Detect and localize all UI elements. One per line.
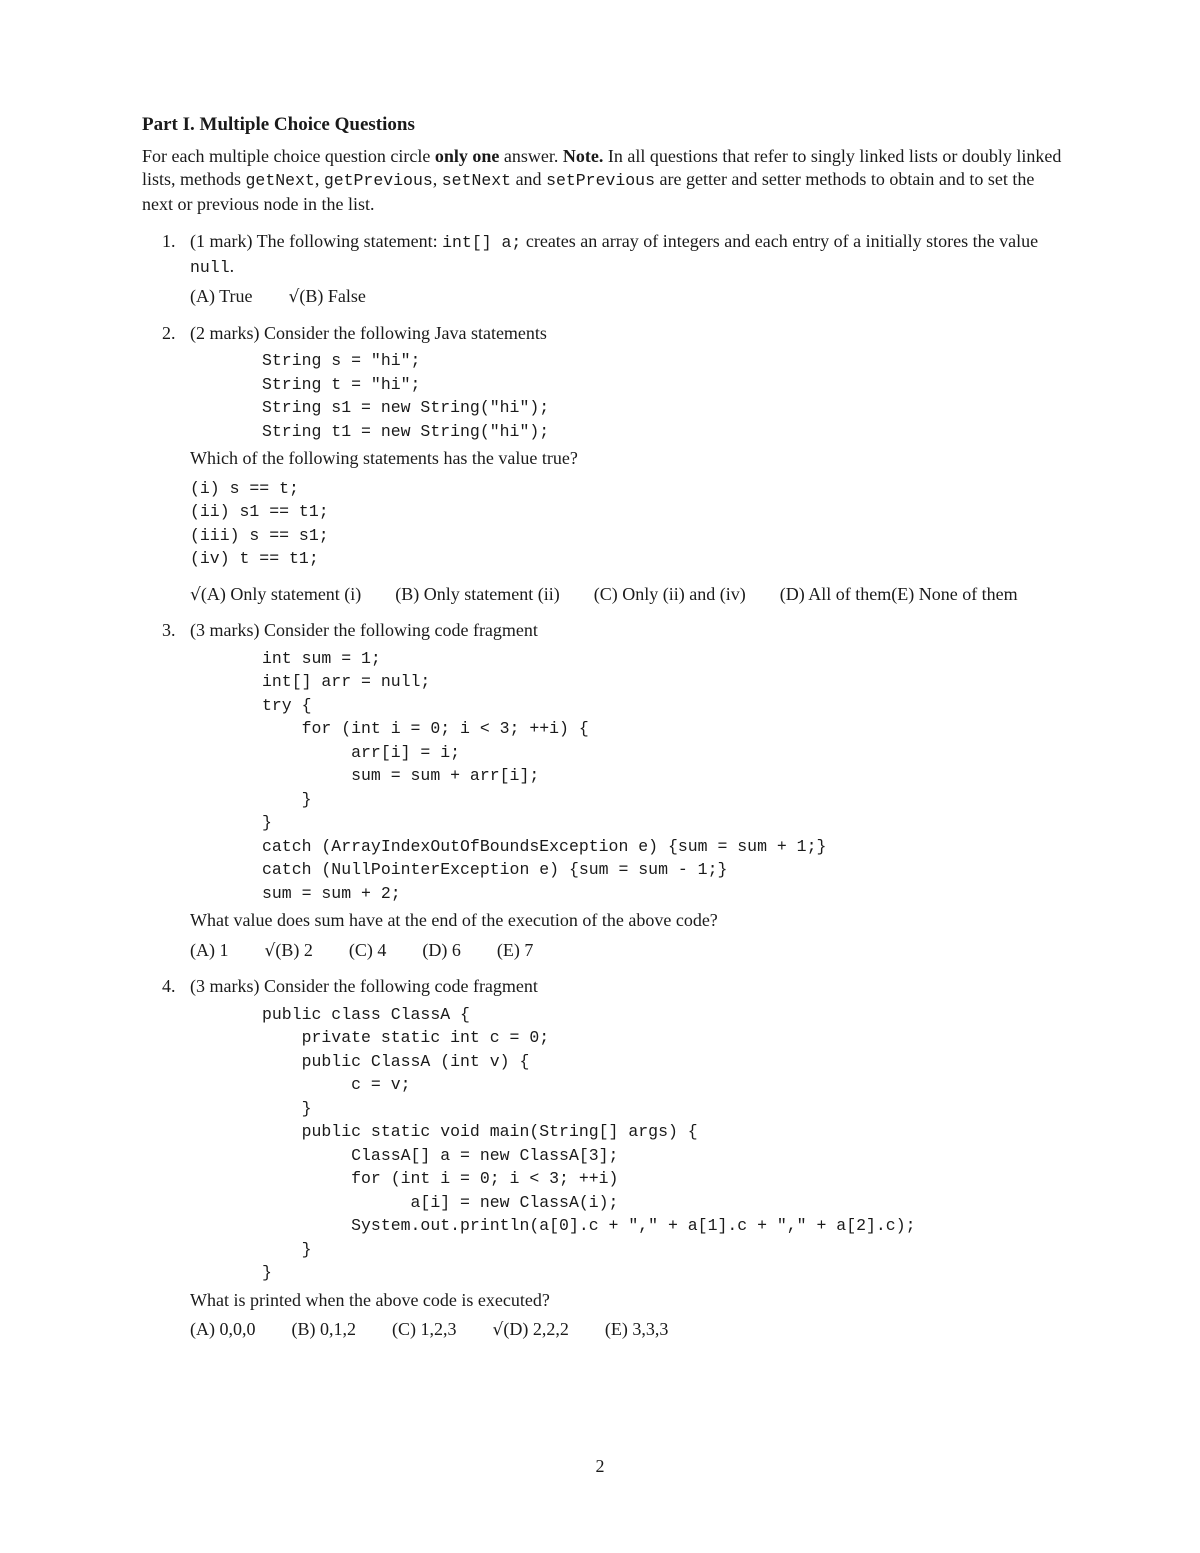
choice-b[interactable] bbox=[265, 939, 313, 964]
question-marks: (2 marks) bbox=[190, 322, 260, 343]
choice-a[interactable] bbox=[190, 583, 361, 608]
choice-b[interactable] bbox=[289, 285, 366, 310]
code-block: public class ClassA { private static int c = 0; public ClassA (int v) { c = v; } public static void main(String[] args) { ClassA[] a = new ClassA[3]; for (int i = 0; i < 3; ++i) a[i] = new ClassA(i); System.out.println(a[0].c + "," + a[1].c + "," + a[2].c); } } bbox=[262, 1004, 916, 1282]
choice-e[interactable] bbox=[605, 1318, 668, 1343]
question-subprompt: What value does sum have at the end of the execution of the above code? bbox=[190, 910, 718, 930]
question-3 bbox=[142, 619, 1062, 963]
choice-label: (A) 0,0,0 bbox=[190, 1319, 256, 1339]
check-mark-icon: √ bbox=[264, 940, 276, 961]
question-subprompt: What is printed when the above code is executed? bbox=[190, 1289, 550, 1310]
question-4 bbox=[142, 975, 1062, 1343]
intro-sep-1: , bbox=[314, 169, 324, 189]
choice-label: (C) 1,2,3 bbox=[392, 1319, 457, 1339]
question-text bbox=[190, 975, 1062, 999]
question-text-part: The following statement: bbox=[252, 231, 443, 251]
choice-label: (D) 2,2,2 bbox=[503, 1319, 569, 1339]
method-getnext: getNext bbox=[245, 171, 315, 190]
choice-c[interactable] bbox=[392, 1318, 457, 1343]
choice-a[interactable] bbox=[190, 285, 253, 310]
question-text bbox=[190, 230, 1062, 279]
choice-c[interactable] bbox=[349, 939, 387, 964]
choice-label: (B) False bbox=[299, 286, 366, 306]
choice-label: (A) Only statement (i) bbox=[200, 583, 362, 604]
page-number: 2 bbox=[595, 1456, 605, 1476]
choice-b[interactable] bbox=[292, 1318, 357, 1343]
answer-choices bbox=[190, 583, 1062, 608]
choice-label: (B) 2 bbox=[275, 939, 313, 960]
note-label: Note. bbox=[562, 145, 604, 166]
intro-text-3: In all questions that refer to singly linked lists or doubly linked lists, methods bbox=[142, 145, 1062, 189]
section-title: Part I. Multiple Choice Questions bbox=[142, 114, 415, 135]
intro-text-1: For each multiple choice question circle bbox=[142, 145, 435, 166]
intro-text-2: answer. bbox=[499, 145, 563, 166]
inline-code: int[] a; bbox=[442, 233, 522, 252]
method-setnext: setNext bbox=[441, 171, 512, 190]
choice-label: (D) 6 bbox=[422, 939, 461, 960]
choice-a[interactable] bbox=[190, 939, 229, 964]
intro-text-4: are getter and setter methods to obtain and to set the next or previous node in the list. bbox=[142, 169, 1035, 214]
intro-sep-3: and bbox=[511, 169, 547, 189]
choice-label: (E) 7 bbox=[496, 939, 534, 960]
choice-label: (E) 3,3,3 bbox=[604, 1319, 669, 1339]
question-prompt: Consider the following code fragment bbox=[259, 976, 538, 996]
intro-sep-2: , bbox=[432, 169, 442, 189]
choice-e[interactable] bbox=[497, 939, 533, 964]
choice-c[interactable] bbox=[594, 583, 746, 608]
answer-choices bbox=[190, 285, 1062, 310]
choice-d[interactable] bbox=[493, 1318, 569, 1343]
choice-d[interactable] bbox=[780, 583, 891, 608]
question-text-part: creates an array of integers and each entry of a initially stores the value bbox=[521, 231, 1039, 251]
question-number: 4. bbox=[162, 976, 176, 996]
method-getprevious: getPrevious bbox=[323, 171, 433, 190]
choice-e[interactable] bbox=[891, 583, 1017, 608]
question-prompt: Consider the following Java statements bbox=[259, 322, 547, 343]
choice-label: (C) Only (ii) and (iv) bbox=[593, 583, 746, 604]
question-text bbox=[190, 322, 1062, 346]
choice-label: (D) All of them bbox=[779, 583, 892, 604]
choice-a[interactable] bbox=[190, 1318, 256, 1343]
question-marks: (3 marks) bbox=[190, 620, 260, 640]
instructions bbox=[142, 145, 1062, 217]
method-setprevious: setPrevious bbox=[546, 171, 655, 190]
choice-label: (E) None of them bbox=[891, 583, 1018, 604]
question-2 bbox=[142, 322, 1062, 608]
question-prompt: Consider the following code fragment bbox=[259, 620, 538, 640]
question-number: 3. bbox=[162, 620, 176, 640]
question-text-part: . bbox=[229, 255, 235, 276]
choice-label: (C) 4 bbox=[348, 939, 387, 960]
check-mark-icon: √ bbox=[288, 287, 300, 307]
question-1 bbox=[142, 230, 1062, 310]
statement-list: (i) s == t; (ii) s1 == t1; (iii) s == s1; (iv) t == t1; bbox=[190, 478, 329, 568]
page-content bbox=[142, 113, 1062, 1355]
inline-code: null bbox=[190, 257, 230, 277]
question-subprompt: Which of the following statements has the value true? bbox=[190, 448, 578, 468]
choice-label: (A) True bbox=[190, 286, 253, 306]
answer-choices bbox=[190, 1318, 1062, 1343]
question-marks: (1 mark) bbox=[190, 231, 253, 251]
code-block: int sum = 1; int[] arr = null; try { for (int i = 0; i < 3; ++i) { arr[i] = i; sum = sum + arr[i]; } } catch (ArrayIndexOutOfBoundsException e) {sum = sum + 1;} catch (NullPointerException e) {sum = sum - 1;} sum = sum + 2; bbox=[262, 648, 827, 903]
choice-label: (A) 1 bbox=[190, 939, 229, 960]
answer-choices bbox=[190, 939, 1062, 964]
intro-emphasis: only one bbox=[434, 145, 500, 166]
question-number: 1. bbox=[162, 231, 176, 251]
choice-label: (B) Only statement (ii) bbox=[395, 583, 560, 604]
check-mark-icon: √ bbox=[190, 584, 201, 605]
code-block: String s = "hi"; String t = "hi"; String s1 = new String("hi"); String t1 = new String("hi"); bbox=[262, 351, 550, 441]
choice-d[interactable] bbox=[422, 939, 461, 964]
question-marks: (3 marks) bbox=[190, 976, 260, 996]
check-mark-icon: √ bbox=[492, 1320, 504, 1340]
choice-b[interactable] bbox=[395, 583, 559, 608]
choice-label: (B) 0,1,2 bbox=[291, 1319, 356, 1339]
question-number: 2. bbox=[162, 322, 176, 343]
question-text bbox=[190, 619, 1062, 643]
